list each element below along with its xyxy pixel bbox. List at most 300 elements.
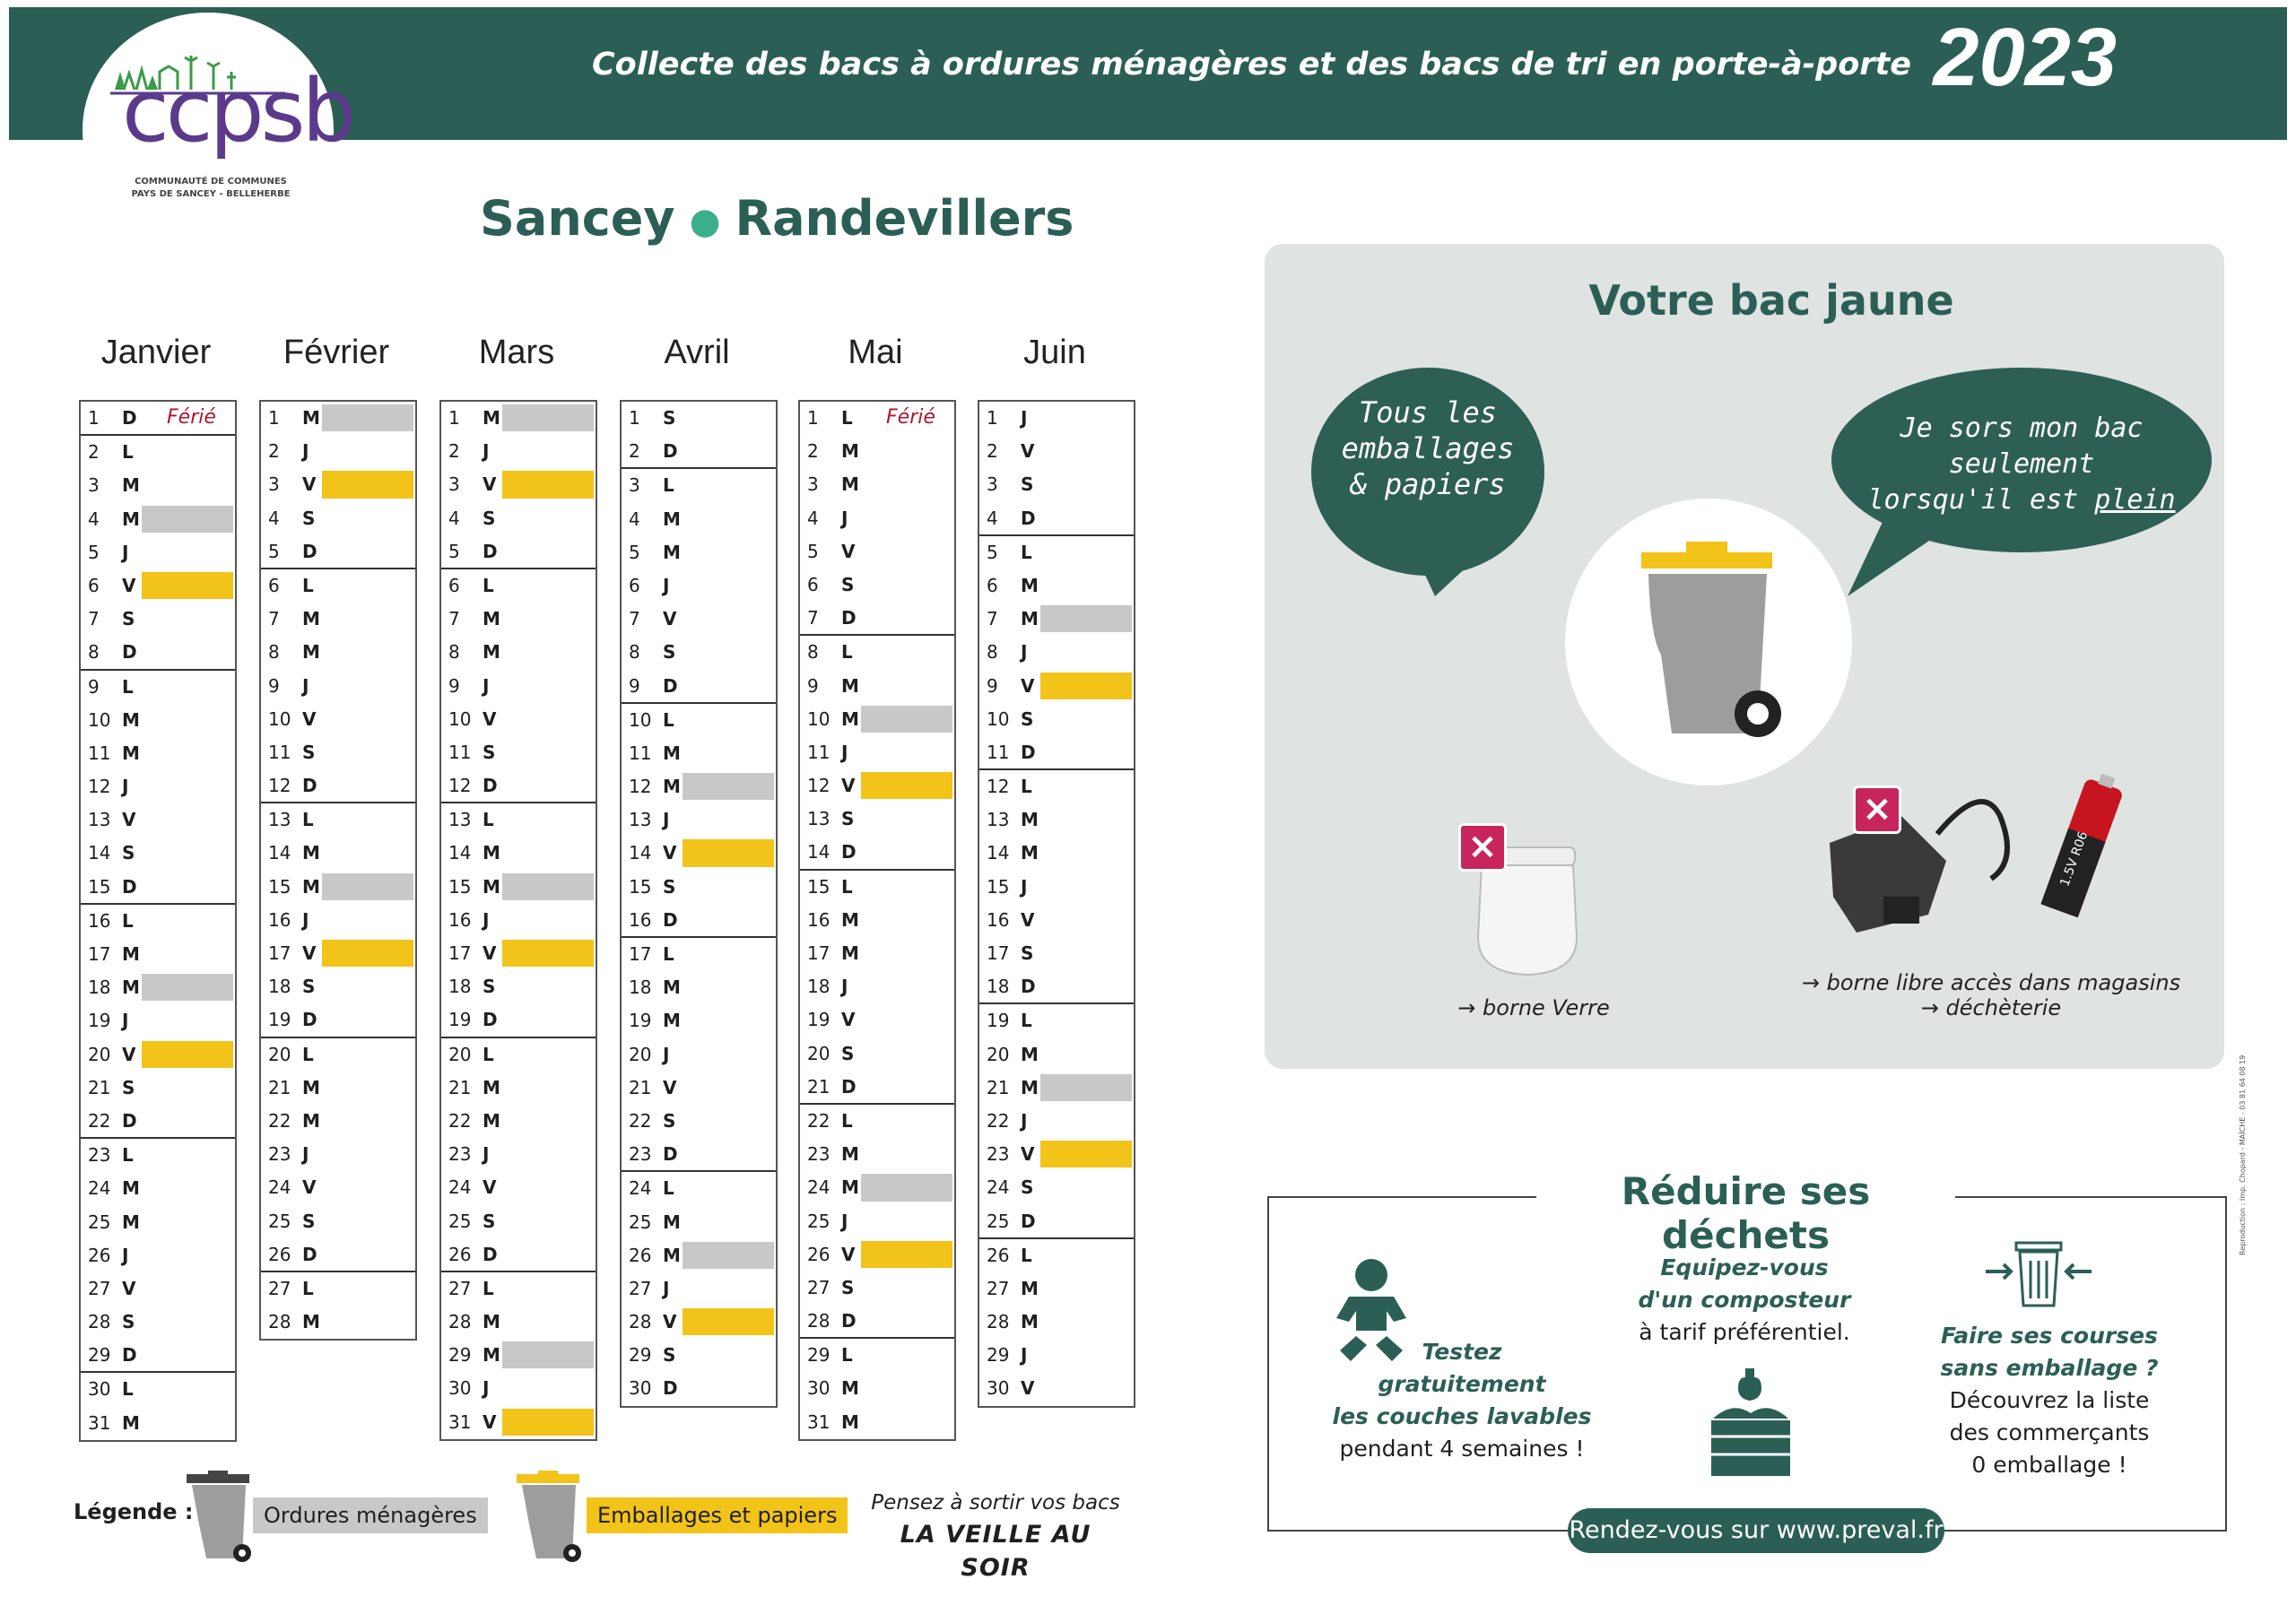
day-number: 28	[268, 1311, 291, 1333]
day-row	[622, 503, 776, 536]
caption-battery-line-1: → borne libre accès dans magasins	[1801, 970, 2181, 995]
day-row	[81, 971, 235, 1004]
weekday-letter: S	[483, 507, 496, 529]
month-name: Février	[283, 334, 390, 371]
day-number: 10	[268, 707, 291, 730]
day-row	[261, 1038, 415, 1072]
weekday-letter: M	[841, 440, 859, 463]
weekday-letter: D	[1021, 976, 1036, 998]
reminder-line-1: Pensez à sortir vos bacs	[871, 1491, 1120, 1515]
day-number: 19	[448, 1009, 472, 1031]
weekday-letter: M	[663, 776, 681, 798]
day-number: 19	[268, 1009, 291, 1031]
day-row	[441, 904, 596, 937]
forbidden-glass-icon: ×	[1458, 823, 1507, 872]
weekday-letter: L	[302, 809, 314, 831]
weekday-letter: D	[1021, 507, 1036, 529]
weekday-letter: V	[841, 540, 856, 562]
day-number: 5	[987, 541, 998, 563]
day-row	[441, 1372, 596, 1405]
weekday-letter: V	[122, 574, 136, 596]
day-number: 29	[987, 1344, 1010, 1367]
day-number: 28	[88, 1311, 111, 1333]
day-number: 4	[88, 508, 100, 530]
collection-tri-marker	[861, 772, 952, 799]
weekday-letter: M	[122, 508, 140, 530]
day-row	[979, 1105, 1134, 1138]
day-row	[81, 1407, 235, 1440]
day-row	[979, 970, 1134, 1004]
weekday-letter: D	[302, 775, 317, 797]
day-number: 29	[88, 1344, 111, 1367]
day-number: 9	[88, 675, 100, 698]
day-number: 20	[268, 1043, 291, 1065]
day-row	[441, 1205, 596, 1238]
day-row	[81, 1339, 235, 1373]
day-row	[81, 1105, 235, 1139]
day-row	[979, 937, 1134, 970]
day-row	[81, 1072, 235, 1105]
weekday-letter: L	[663, 943, 674, 965]
weekday-letter: J	[483, 908, 490, 931]
day-number: 18	[448, 976, 472, 998]
day-row	[81, 469, 235, 502]
day-row	[979, 1171, 1134, 1204]
weekday-letter: M	[483, 875, 500, 898]
day-number: 31	[448, 1410, 472, 1433]
weekday-letter: L	[122, 1378, 134, 1401]
day-row	[261, 569, 415, 603]
day-row	[441, 1171, 596, 1204]
day-number: 24	[807, 1176, 831, 1199]
day-number: 7	[987, 608, 998, 630]
weekday-letter: V	[663, 1076, 677, 1098]
day-number: 12	[88, 776, 111, 798]
reduce-box-border	[1955, 1196, 2226, 1198]
weekday-letter: S	[1021, 473, 1034, 496]
day-row	[81, 770, 235, 803]
day-row	[800, 736, 954, 769]
day-number: 21	[807, 1075, 831, 1098]
day-number: 25	[807, 1210, 831, 1232]
day-row	[441, 837, 596, 870]
day-row	[441, 1138, 596, 1171]
bubble-left-line: & papiers	[1350, 467, 1506, 501]
day-row	[622, 1072, 776, 1105]
day-number: 14	[448, 842, 472, 864]
day-row	[800, 468, 954, 501]
day-number: 15	[807, 875, 831, 898]
weekday-letter: M	[1021, 809, 1039, 831]
weekday-letter: J	[122, 541, 129, 563]
day-row	[622, 938, 776, 971]
day-number: 31	[807, 1410, 831, 1433]
day-number: 13	[88, 809, 111, 831]
day-number: 10	[629, 708, 652, 731]
day-number: 7	[448, 608, 460, 630]
day-row	[622, 1038, 776, 1072]
weekday-letter: D	[663, 1377, 678, 1400]
day-number: 12	[268, 775, 291, 797]
collection-tri-marker	[322, 940, 413, 967]
day-number: 18	[807, 976, 831, 998]
day-number: 2	[448, 440, 460, 463]
weekday-letter: M	[841, 1410, 859, 1433]
weekday-letter: L	[663, 474, 674, 497]
weekday-letter: D	[483, 1243, 498, 1265]
weekday-letter: M	[302, 842, 320, 864]
weekday-letter: J	[122, 776, 129, 798]
day-number: 5	[88, 541, 100, 563]
day-number: 21	[268, 1076, 291, 1098]
weekday-letter: M	[663, 742, 681, 764]
day-number: 11	[987, 741, 1010, 763]
day-row	[261, 535, 415, 569]
day-row	[261, 1272, 415, 1306]
day-number: 28	[448, 1311, 472, 1333]
day-number: 24	[88, 1177, 111, 1200]
logo-subtitle	[126, 176, 296, 201]
legend-label: Légende :	[74, 1499, 194, 1524]
weekday-letter: V	[302, 942, 317, 964]
weekday-letter: D	[663, 674, 678, 697]
day-number: 9	[807, 674, 819, 697]
day-row	[622, 435, 776, 469]
day-row	[979, 670, 1134, 703]
day-number: 4	[268, 507, 280, 529]
day-row	[800, 937, 954, 970]
logo-text: ccpsb	[122, 61, 353, 161]
collection-ordures-marker	[683, 773, 774, 800]
day-number: 2	[807, 440, 819, 463]
weekday-letter: L	[122, 441, 134, 464]
day-row	[622, 1172, 776, 1205]
weekday-letter: V	[841, 1009, 856, 1031]
day-row	[800, 703, 954, 736]
weekday-letter: V	[483, 473, 497, 496]
collection-ordures-marker	[322, 404, 413, 431]
weekday-letter: S	[1021, 942, 1034, 964]
weekday-letter: M	[1021, 608, 1039, 630]
weekday-letter: L	[1021, 1010, 1032, 1032]
day-number: 22	[268, 1109, 291, 1132]
day-number: 8	[807, 641, 819, 664]
day-number: 10	[88, 708, 111, 731]
collection-tri-marker	[502, 940, 594, 967]
day-number: 27	[448, 1277, 472, 1299]
weekday-letter: V	[1021, 674, 1035, 697]
weekday-letter: M	[122, 943, 140, 965]
day-row	[979, 636, 1134, 669]
day-number: 2	[987, 440, 998, 463]
weekday-letter: D	[841, 1075, 857, 1098]
weekday-letter: V	[302, 707, 317, 730]
day-row	[441, 703, 596, 736]
caption-battery	[1794, 970, 2188, 1020]
weekday-letter: M	[302, 1109, 320, 1132]
weekday-letter: M	[841, 1176, 859, 1199]
day-number: 11	[807, 741, 831, 763]
weekday-letter: V	[483, 1176, 497, 1199]
day-number: 21	[448, 1076, 472, 1098]
day-row	[800, 1037, 954, 1071]
day-row	[261, 1306, 415, 1339]
day-row	[979, 536, 1134, 569]
weekday-letter: L	[483, 574, 494, 596]
day-row	[622, 904, 776, 938]
weekday-letter: L	[483, 1277, 494, 1299]
day-row	[81, 1139, 235, 1172]
weekday-letter: J	[483, 440, 490, 463]
weekday-letter: S	[302, 1210, 316, 1232]
day-row	[622, 1339, 776, 1372]
day-row	[81, 1272, 235, 1306]
day-row	[81, 1004, 235, 1037]
day-row	[800, 871, 954, 904]
day-number: 19	[88, 1010, 111, 1032]
day-row	[261, 970, 415, 1003]
bubble-right-line: Je sors mon bac	[1900, 412, 2144, 444]
bubble-right-underlined: plein	[2094, 484, 2176, 516]
weekday-letter: S	[663, 875, 676, 898]
preval-link[interactable]: Rendez-vous sur www.preval.fr	[1568, 1508, 1944, 1553]
day-row	[261, 603, 415, 636]
weekday-letter: M	[663, 508, 681, 530]
weekday-letter: M	[663, 1010, 681, 1032]
weekday-letter: D	[483, 540, 498, 562]
day-number: 30	[987, 1377, 1010, 1400]
day-row	[622, 402, 776, 435]
day-number: 11	[268, 741, 291, 763]
weekday-letter: M	[1021, 1043, 1039, 1065]
day-number: 5	[629, 541, 640, 563]
day-number: 16	[629, 908, 652, 931]
day-number: 20	[88, 1043, 111, 1065]
day-row	[979, 837, 1134, 870]
day-number: 26	[88, 1244, 111, 1266]
day-row	[979, 1239, 1134, 1272]
day-row	[81, 803, 235, 837]
collection-ordures-marker	[861, 1174, 952, 1201]
weekday-letter: D	[1021, 1210, 1036, 1232]
weekday-letter: M	[663, 976, 681, 999]
weekday-letter: J	[841, 507, 848, 529]
weekday-letter: V	[663, 842, 677, 864]
reduce-waste-title: Réduire ses déchets	[1621, 1169, 1871, 1257]
month-name: Mars	[478, 334, 555, 371]
weekday-letter: D	[841, 841, 857, 864]
collection-ordures-marker	[1040, 1074, 1132, 1101]
day-number: 19	[807, 1009, 831, 1031]
weekday-letter: J	[302, 1143, 309, 1166]
weekday-letter: M	[122, 742, 140, 764]
commune-name-1: Sancey	[480, 190, 675, 247]
month-name: Avril	[664, 334, 730, 371]
day-number: 21	[88, 1076, 111, 1098]
day-row	[441, 871, 596, 904]
day-number: 16	[88, 909, 111, 932]
diapers-line: Testez	[1422, 1339, 1502, 1365]
weekday-letter: J	[663, 1277, 670, 1299]
day-row	[622, 737, 776, 770]
day-number: 6	[987, 574, 998, 596]
day-row	[81, 905, 235, 938]
weekday-letter: M	[302, 407, 320, 429]
day-row	[81, 536, 235, 569]
weekday-letter: S	[302, 507, 316, 529]
weekday-letter: M	[302, 875, 320, 898]
day-row	[441, 970, 596, 1003]
day-number: 14	[268, 842, 291, 864]
day-row	[261, 736, 415, 769]
weekday-letter: M	[483, 1076, 500, 1098]
day-number: 8	[629, 641, 640, 664]
day-row	[979, 803, 1134, 837]
bubble-left-line: emballages	[1341, 431, 1515, 465]
day-number: 12	[629, 776, 652, 798]
banner-year: 2023	[1933, 12, 2117, 103]
day-number: 23	[629, 1143, 652, 1166]
composter-line: à tarif préférentiel.	[1639, 1319, 1850, 1345]
day-row	[979, 736, 1134, 770]
weekday-letter: J	[1021, 641, 1028, 664]
day-row	[979, 603, 1134, 636]
day-number: 26	[268, 1243, 291, 1265]
weekday-letter: V	[122, 1277, 136, 1299]
day-row	[261, 1105, 415, 1138]
day-row	[979, 435, 1134, 468]
day-row	[81, 1038, 235, 1072]
day-number: 28	[987, 1311, 1010, 1333]
day-number: 13	[448, 809, 472, 831]
weekday-letter: D	[841, 1310, 857, 1332]
day-row	[81, 938, 235, 971]
collection-ordures-marker	[502, 1341, 594, 1368]
day-row	[81, 503, 235, 536]
weekday-letter: V	[483, 707, 497, 730]
weekday-letter: J	[1021, 875, 1028, 898]
grey-bin-icon	[185, 1471, 257, 1564]
weekday-letter: M	[1021, 1277, 1039, 1299]
weekday-letter: M	[663, 1211, 681, 1233]
day-row	[622, 770, 776, 803]
day-number: 23	[448, 1143, 472, 1166]
day-row	[622, 971, 776, 1004]
day-number: 9	[629, 674, 640, 697]
weekday-letter: L	[841, 875, 853, 898]
weekday-letter: V	[122, 1043, 136, 1065]
day-row	[800, 1138, 954, 1171]
weekday-letter: M	[483, 1344, 500, 1367]
day-row	[800, 670, 954, 703]
weekday-letter: L	[1021, 1244, 1032, 1266]
day-row	[81, 1206, 235, 1239]
day-row	[800, 803, 954, 836]
day-row	[979, 904, 1134, 937]
weekday-letter: V	[1021, 440, 1035, 463]
weekday-letter: S	[841, 808, 855, 830]
day-number: 18	[268, 976, 291, 998]
weekday-letter: L	[302, 1277, 314, 1299]
collection-ordures-marker	[683, 1242, 774, 1269]
shopping-line: 0 emballage !	[1971, 1452, 2127, 1478]
day-number: 24	[987, 1176, 1010, 1199]
day-row	[979, 770, 1134, 803]
caption-battery-line-2: → déchèterie	[1920, 995, 2062, 1020]
day-number: 4	[987, 507, 998, 529]
day-number: 7	[629, 608, 640, 630]
day-row	[622, 1206, 776, 1239]
day-number: 11	[88, 742, 111, 764]
day-row	[800, 1406, 954, 1439]
day-number: 29	[629, 1344, 652, 1367]
day-number: 19	[629, 1010, 652, 1032]
day-row	[441, 1038, 596, 1072]
day-row	[261, 435, 415, 468]
weekday-letter: L	[1021, 541, 1032, 563]
weekday-letter: J	[663, 809, 670, 831]
weekday-letter: S	[663, 1344, 676, 1367]
weekday-letter: D	[122, 1109, 137, 1132]
banner-title: Collecte des bacs à ordures ménagères et des bacs de tri en porte-à-porte	[592, 47, 1911, 82]
day-row	[441, 1238, 596, 1272]
day-row	[261, 670, 415, 703]
weekday-letter: L	[841, 1344, 853, 1367]
day-row	[800, 1305, 954, 1339]
weekday-letter: D	[122, 1344, 137, 1367]
day-number: 14	[629, 842, 652, 864]
collection-tri-marker	[502, 1409, 594, 1436]
weekday-letter: M	[841, 674, 859, 697]
day-row	[800, 1003, 954, 1037]
weekday-letter: D	[302, 1009, 317, 1031]
weekday-letter: S	[1021, 1176, 1034, 1199]
weekday-letter: M	[841, 1143, 859, 1166]
day-row	[441, 769, 596, 803]
weekday-letter: D	[302, 1243, 317, 1265]
day-row	[800, 602, 954, 636]
day-row	[81, 737, 235, 770]
month-column	[79, 400, 237, 1442]
day-row	[261, 636, 415, 669]
weekday-letter: M	[302, 608, 320, 630]
day-row	[441, 502, 596, 535]
day-number: 15	[268, 875, 291, 898]
day-number: 16	[448, 908, 472, 931]
day-number: 3	[807, 473, 819, 496]
weekday-letter: M	[841, 908, 859, 931]
weekday-letter: M	[483, 1311, 500, 1333]
weekday-letter: S	[122, 1311, 135, 1333]
weekday-letter: M	[663, 541, 681, 563]
day-row	[81, 1172, 235, 1205]
day-row	[81, 871, 235, 905]
weekday-letter: J	[841, 1210, 848, 1232]
weekday-letter: L	[841, 1109, 853, 1132]
weekday-letter: V	[483, 1410, 497, 1433]
day-number: 24	[448, 1176, 472, 1199]
weekday-letter: M	[302, 641, 320, 664]
day-number: 3	[268, 473, 280, 496]
weekday-letter: M	[122, 474, 140, 497]
day-row	[441, 603, 596, 636]
diapers-line: gratuitement	[1378, 1371, 1546, 1397]
weekday-letter: S	[302, 741, 316, 763]
day-row	[622, 871, 776, 904]
day-number: 25	[987, 1210, 1010, 1232]
weekday-letter: V	[663, 608, 677, 630]
day-row	[261, 937, 415, 970]
